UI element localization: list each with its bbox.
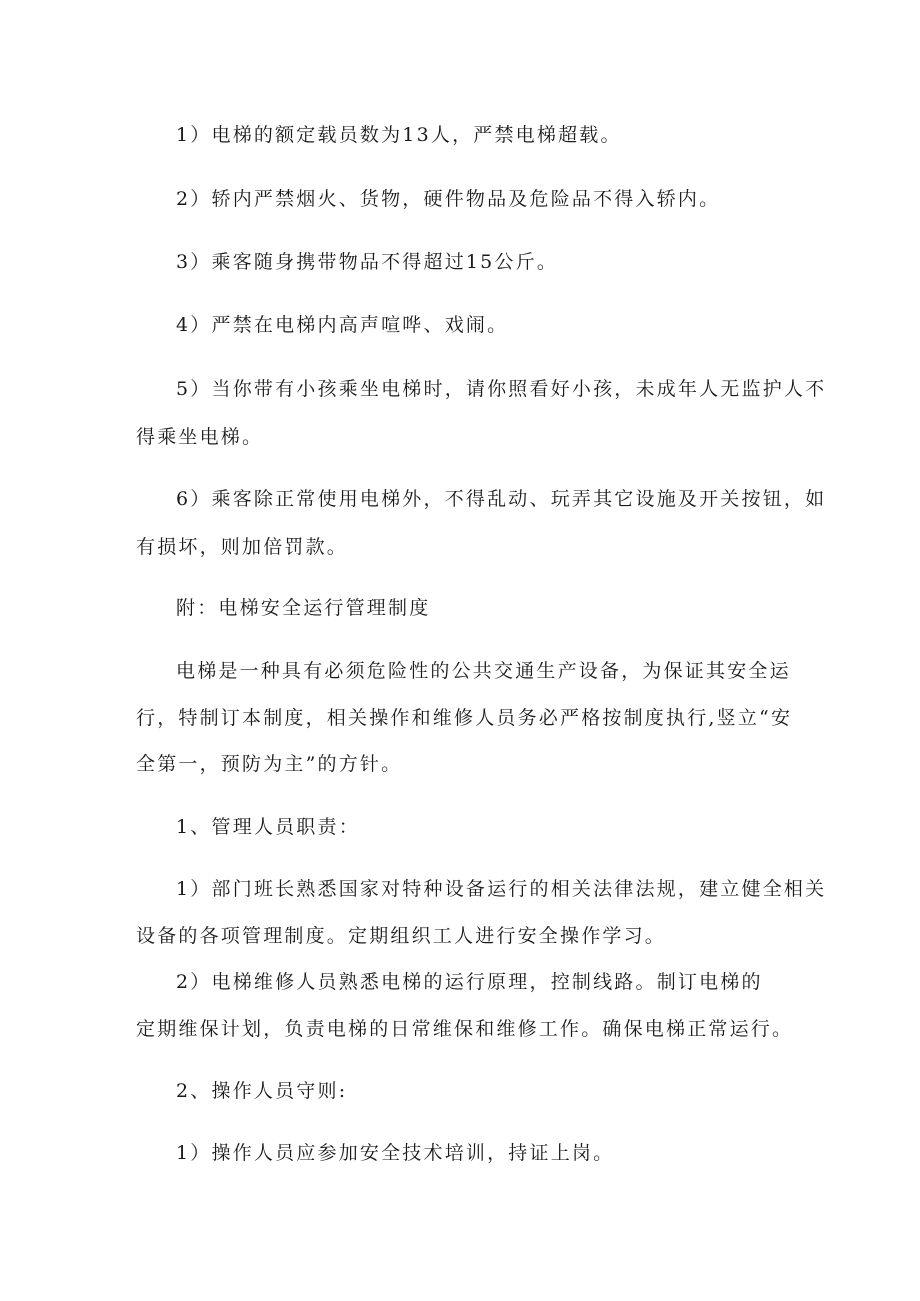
rule-5-children-line-1: 5）当你带有小孩乘坐电梯时，请你照看好小孩，未成年人无监护人不 bbox=[176, 378, 827, 400]
rule-2-no-fire-goods: 2）轿内严禁烟火、货物，硬件物品及危险品不得入轿内。 bbox=[176, 188, 721, 210]
duty-1-line-2: 设备的各项管理制度。定期组织工人进行安全操作学习。 bbox=[136, 925, 667, 947]
intro-paragraph-line-3: 全第一，预防为主”的方针。 bbox=[136, 753, 403, 775]
duty-2-line-2: 定期维保计划，负责电梯的日常维保和维修工作。确保电梯正常运行。 bbox=[136, 1018, 794, 1040]
appendix-heading: 附：电梯安全运行管理制度 bbox=[176, 597, 431, 619]
duty-2-line-1: 2）电梯维修人员熟悉电梯的运行原理，控制线路。制订电梯的 bbox=[176, 971, 763, 993]
intro-paragraph-line-1: 电梯是一种具有必须危险性的公共交通生产设备，为保证其安全运 bbox=[176, 660, 791, 682]
intro-paragraph-line-2: 行，特制订本制度，相关操作和维修人员务必严格按制度执行,竖立“安 bbox=[136, 707, 793, 729]
duty-1-line-1: 1）部门班长熟悉国家对特种设备运行的相关法律法规，建立健全相关 bbox=[176, 878, 827, 900]
rule-6-no-tampering-line-1: 6）乘客除正常使用电梯外，不得乱动、玩弄其它设施及开关按钮，如 bbox=[176, 488, 827, 510]
operator-rule-1: 1）操作人员应参加安全技术培训，持证上岗。 bbox=[176, 1142, 615, 1164]
section-1-heading: 1、管理人员职责： bbox=[176, 816, 360, 838]
rule-5-children-line-2: 得乘坐电梯。 bbox=[136, 426, 264, 448]
rule-3-luggage-limit: 3）乘客随身携带物品不得超过15公斤。 bbox=[176, 251, 559, 273]
rule-4-no-noise: 4）严禁在电梯内高声喧哗、戏闹。 bbox=[176, 314, 509, 336]
section-2-heading: 2、操作人员守则: bbox=[176, 1080, 348, 1102]
rule-6-no-tampering-line-2: 有损坏，则加倍罚款。 bbox=[136, 536, 349, 558]
rule-1-max-load: 1）电梯的额定载员数为13人，严禁电梯超载。 bbox=[176, 124, 622, 146]
